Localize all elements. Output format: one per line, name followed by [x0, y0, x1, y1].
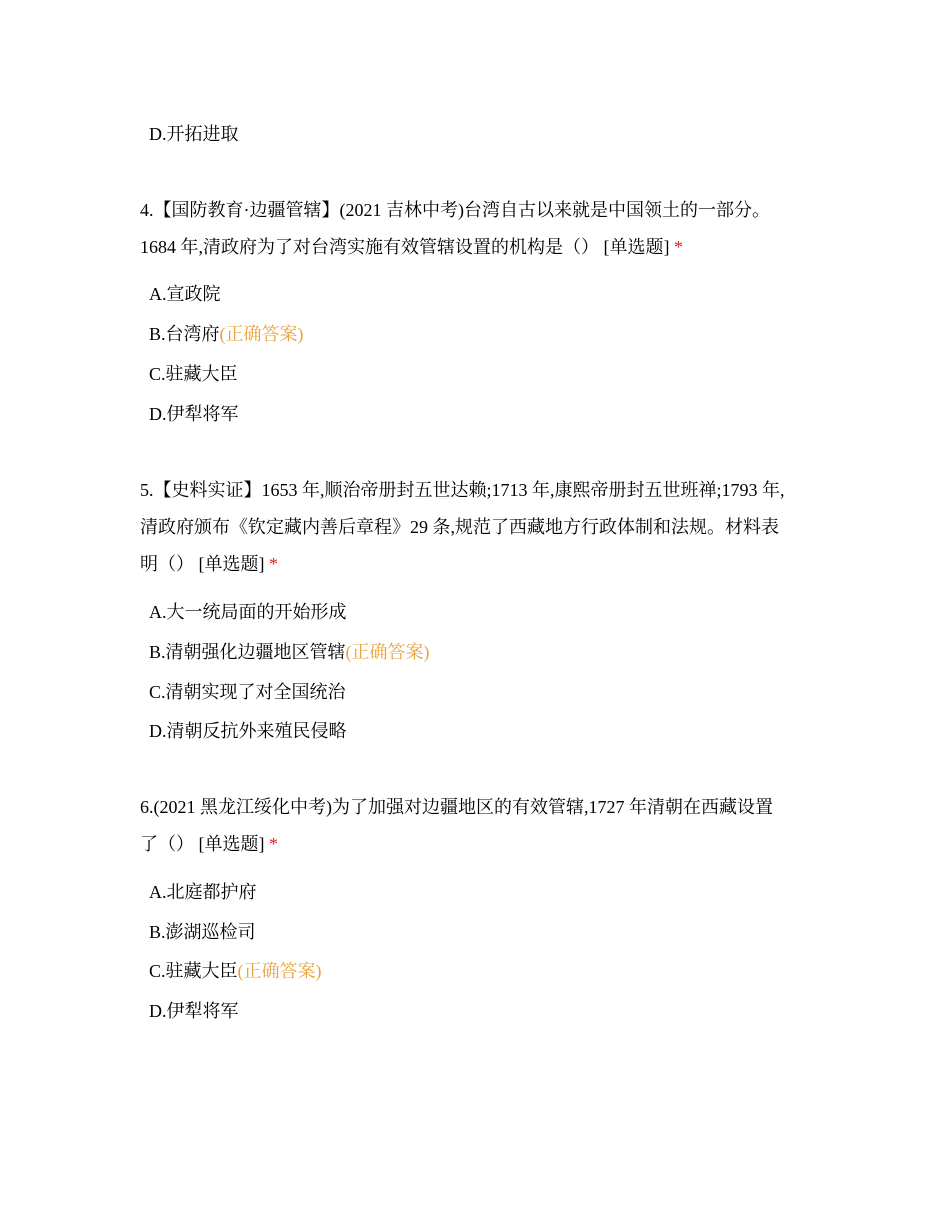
q5-option-b	[149, 640, 430, 664]
question-4-line-1: 4.【国防教育·边疆管辖】(2021 吉林中考)台湾自古以来就是中国领土的一部分。	[140, 200, 770, 220]
q4-option-a	[149, 282, 221, 306]
option-text: B.澎湖巡检司	[149, 922, 256, 942]
correct-answer-marker: (正确答案)	[345, 642, 430, 662]
option-text: A.宣政院	[149, 284, 221, 304]
question-5-line-2: 清政府颁布《钦定藏内善后章程》29 条,规范了西藏地方行政体制和法规。材料表	[140, 517, 779, 537]
correct-answer-marker: (正确答案)	[237, 961, 322, 981]
option-text: D.伊犁将军	[149, 404, 239, 424]
option-text: D.清朝反抗外来殖民侵略	[149, 721, 347, 741]
option-text: C.驻藏大臣	[149, 961, 238, 981]
q6-option-b	[149, 920, 256, 944]
question-6	[140, 789, 820, 863]
option-text: D.伊犁将军	[149, 1001, 239, 1021]
correct-answer-marker: (正确答案)	[219, 324, 304, 344]
q3-option-d	[149, 122, 239, 146]
question-4	[140, 192, 820, 266]
q4-option-c	[149, 362, 238, 386]
option-text: A.大一统局面的开始形成	[149, 602, 347, 622]
question-text: 明（）	[140, 554, 194, 574]
question-type-label: [单选题]	[198, 834, 265, 854]
q4-option-d	[149, 402, 239, 426]
q6-option-a	[149, 880, 257, 904]
question-5-line-3	[140, 546, 820, 583]
q6-option-c	[149, 959, 322, 983]
option-text: B.清朝强化边疆地区管辖	[149, 642, 346, 662]
option-text: A.北庭都护府	[149, 882, 257, 902]
question-6-line-1: 6.(2021 黑龙江绥化中考)为了加强对边疆地区的有效管辖,1727 年清朝在西藏设置	[140, 797, 773, 817]
question-5-line-1: 5.【史料实证】1653 年,顺治帝册封五世达赖;1713 年,康熙帝册封五世班禅;1793 年,	[140, 480, 785, 500]
option-text: B.台湾府	[149, 324, 220, 344]
required-marker: *	[269, 834, 278, 854]
option-text: D.开拓进取	[149, 124, 239, 144]
required-marker: *	[269, 554, 278, 574]
required-marker: *	[674, 237, 683, 257]
option-text: C.驻藏大臣	[149, 364, 238, 384]
q4-option-b	[149, 322, 304, 346]
q5-option-c	[149, 680, 346, 704]
question-4-line-2	[140, 229, 820, 266]
question-text: 1684 年,清政府为了对台湾实施有效管辖设置的机构是（）	[140, 237, 599, 257]
q6-option-d	[149, 999, 239, 1023]
q5-option-d	[149, 719, 347, 743]
question-text: 了（）	[140, 834, 194, 854]
q5-option-a	[149, 600, 347, 624]
question-type-label: [单选题]	[603, 237, 670, 257]
question-5	[140, 472, 820, 583]
question-type-label: [单选题]	[198, 554, 265, 574]
option-text: C.清朝实现了对全国统治	[149, 682, 346, 702]
question-6-line-2	[140, 826, 820, 863]
